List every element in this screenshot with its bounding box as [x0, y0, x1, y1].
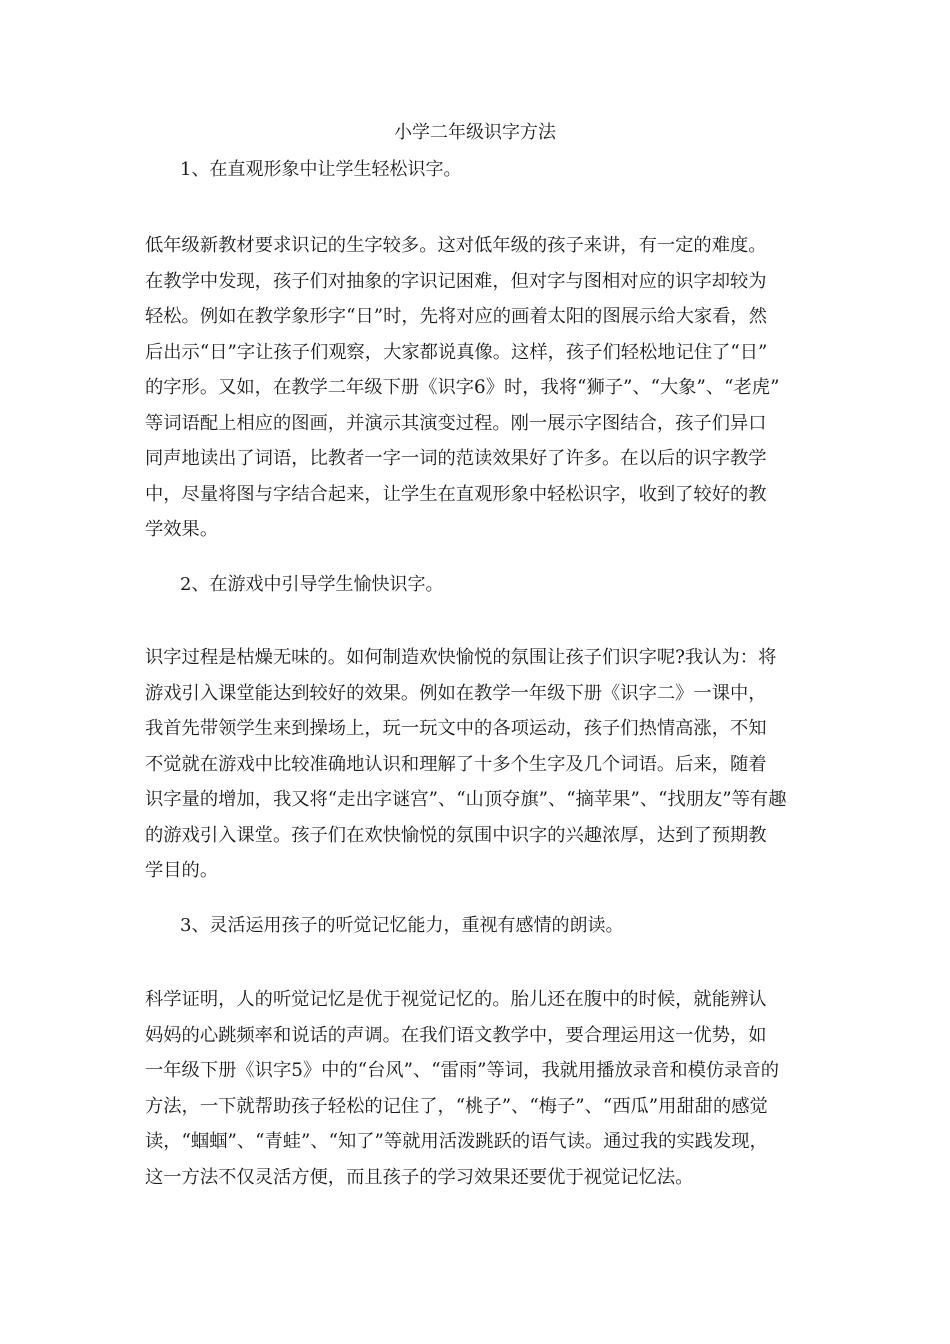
section-3-paragraph — [145, 982, 815, 1195]
paragraph-line: 低年级新教材要求识记的生字较多。这对低年级的孩子来讲，有一定的难度。 — [145, 235, 767, 256]
paragraph-line: 等词语配上相应的图画，并演示其演变过程。刚一展示字图结合，孩子们异口 — [145, 412, 767, 434]
section-3-heading: 3、灵活运用孩子的听觉记忆能力，重视有感情的朗读。 — [180, 915, 624, 936]
paragraph-line: 识字量的增加，我又将“走出字谜宫”、“山顶夺旗”、“摘苹果”、“找朋友”等有趣 — [145, 789, 787, 810]
paragraph-line: 方法，一下就帮助孩子轻松的记住了，“桃子”、“梅子”、“西瓜”用甜甜的感觉 — [145, 1095, 768, 1117]
paragraph-line: 轻松。例如在教学象形字“日”时，先将对应的画着太阳的图展示给大家看，然 — [145, 306, 767, 327]
paragraph-line: 学效果。 — [145, 519, 219, 540]
paragraph-line: 同声地读出了词语，比教者一字一词的范读效果好了许多。在以后的识字教学 — [145, 448, 767, 469]
section-2-paragraph — [145, 640, 815, 889]
paragraph-line: 学目的。 — [145, 860, 219, 881]
paragraph-line: 识字过程是枯燥无味的。如何制造欢快愉悦的氛围让孩子们识字呢?我认为：将 — [145, 647, 777, 668]
paragraph-line: 游戏引入课堂能达到较好的效果。例如在教学一年级下册《识字二》一课中， — [145, 682, 767, 704]
paragraph-line: 读，“蝈蝈”、“青蛙”、“知了”等就用活泼跳跃的语气读。通过我的实践发现， — [145, 1131, 768, 1152]
document-title: 小学二年级识字方法 — [394, 122, 556, 143]
paragraph-line: 后出示“日”字让孩子们观察，大家都说真像。这样，孩子们轻松地记住了“日” — [145, 341, 768, 363]
paragraph-line: 的字形。又如，在教学二年级下册《识字6》时，我将“狮子”、“大象”、“老虎” — [145, 377, 780, 398]
section-2-heading: 2、在游戏中引导学生愉快识字。 — [180, 574, 444, 595]
paragraph-line: 这一方法不仅灵活方便，而且孩子的学习效果还要优于视觉记忆法。 — [145, 1166, 694, 1188]
paragraph-line: 中，尽量将图与字结合起来，让学生在直观形象中轻松识字，收到了较好的教 — [145, 483, 767, 505]
paragraph-line: 我首先带领学生来到操场上，玩一玩文中的各项运动，孩子们热情高涨，不知 — [145, 718, 767, 739]
paragraph-line: 一年级下册《识字5》中的“台风”、“雷雨”等词，我就用播放录音和模仿录音的 — [145, 1060, 780, 1081]
paragraph-line: 科学证明，人的听觉记忆是优于视觉记忆的。胎儿还在腹中的时候，就能辨认 — [145, 989, 767, 1010]
section-1-heading: 1、在直观形象中让学生轻松识字。 — [180, 159, 462, 180]
section-1-paragraph — [145, 228, 815, 548]
paragraph-line: 在教学中发现，孩子们对抽象的字识记困难，但对字与图相对应的识字却较为 — [145, 270, 767, 292]
paragraph-line: 妈妈的心跳频率和说话的声调。在我们语文教学中，要合理运用这一优势，如 — [145, 1024, 767, 1046]
paragraph-line: 的游戏引入课堂。孩子们在欢快愉悦的氛围中识字的兴趣浓厚，达到了预期教 — [145, 824, 767, 846]
paragraph-line: 不觉就在游戏中比较准确地认识和理解了十多个生字及几个词语。后来，随着 — [145, 753, 767, 775]
